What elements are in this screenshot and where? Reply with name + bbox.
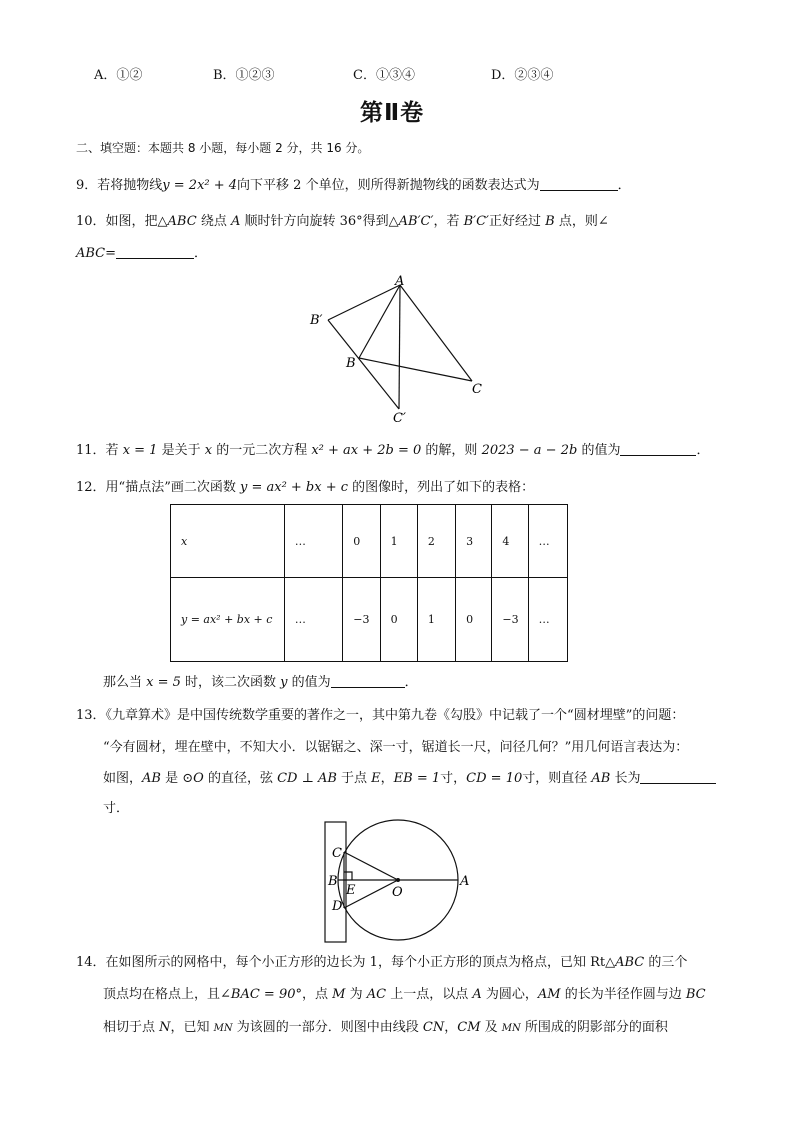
segment-ac1 [399,285,400,409]
text: 顺时针方向旋转 36°得到△ [240,214,399,229]
table-row-y [171,578,568,662]
text: 的值为 [577,443,621,458]
segment-ab1 [328,285,400,320]
table-cell: 0 [343,505,380,578]
text: 寸， [440,771,467,786]
question-number: 12． [76,480,106,495]
text: 的解，则 [421,443,482,458]
text: 所围成的阴影部分的面积 [520,1020,668,1035]
text: ， [380,771,394,786]
section-heading: 二、填空题：本题共 8 小题，每小题 2 分，共 16 分。 [76,141,370,155]
period: ． [194,246,208,261]
answer-blank[interactable] [640,769,716,784]
text: 于点 [336,771,372,786]
math: CM [457,1020,481,1035]
period: ． [404,675,418,690]
math: AC [366,987,387,1002]
table-cell: 0 [380,578,417,662]
math: BAC = 90° [230,987,302,1002]
math: y [280,675,288,690]
text: 是关于 [157,443,205,458]
text: ，点 [302,987,333,1002]
row-label: y = ax² + bx + c [171,578,285,662]
math: E [371,771,381,786]
text: 顶点均在格点上，且∠ [103,987,231,1002]
text: ， [444,1020,458,1035]
math: AM [537,987,561,1002]
section-title: 第Ⅱ卷 [360,100,425,126]
math: x = 1 [122,443,158,458]
question-number: 9． [76,178,98,193]
text: 正好经过 [489,214,546,229]
label-c: C [332,846,342,861]
option-c: C．①③④ [353,68,415,83]
question-9 [76,174,631,193]
text: 向下平移 2 个单位，则所得新抛物线的函数表达式为 [237,178,540,193]
math: O [193,771,204,786]
option-a: A．①② [94,68,143,83]
question-14-line3 [103,1016,668,1035]
table-cell: 1 [380,505,417,578]
text: 《九章算术》是中国传统数学重要的著作之一，其中第九卷《勾股》中记载了一个“圆材埋壁”的问题： [105,708,685,723]
math: x [204,443,213,458]
question-number: 10． [76,214,106,229]
answer-blank[interactable] [540,176,618,191]
center-point [396,878,400,882]
table-cell: −3 [492,578,528,662]
table-cell: −3 [343,578,380,662]
question-10-line2 [76,242,207,261]
text: 的直径，弦 [203,771,278,786]
math: B [545,214,555,229]
math: ABC [76,246,106,261]
text: 在如图所示的网格中，每个小正方形的边长为 1，每个小正方形的顶点为格点，已知 Rt△ [105,955,616,970]
text: 是 ⊙ [160,771,194,786]
label-b: B [346,356,356,371]
question-12-answer [103,671,418,690]
math: CD = 10 [466,771,523,786]
table-cell: 2 [417,505,455,578]
table-cell: 1 [417,578,455,662]
text: 若将抛物线 [97,178,163,193]
text: ，若 [433,214,464,229]
figure-rotation [300,268,500,428]
segment-bc [359,358,472,381]
answer-blank[interactable] [116,244,194,259]
answer-blank[interactable] [620,441,696,456]
arc-mn: MN [501,1023,521,1034]
math: AB [591,771,611,786]
question-number: 13． [76,708,106,723]
question-13-line2: “今有圆材，埋在壁中，不知大小．以锯锯之、深一寸，锯道长一尺，问径几何？”用几何语言表达为： [103,740,689,755]
question-12 [76,476,534,495]
question-number: 14． [76,955,106,970]
label-a: A [395,274,405,289]
math: N [159,1020,171,1035]
option-d: D．②③④ [491,68,554,83]
label-c-prime: C′ [393,411,406,426]
label-c: C [472,382,482,397]
text: 绕点 [196,214,231,229]
table-cell: … [284,578,342,662]
text: 为圆心， [481,987,538,1002]
table-cell: … [284,505,342,578]
question-13-line1 [76,704,684,723]
equals: = [105,246,117,261]
text: 为该圆的一部分．则图中由线段 [232,1020,423,1035]
label-b: B [328,874,338,889]
arc-mn: MN [213,1023,233,1034]
table-cell: … [528,578,567,662]
math: y = ax² + bx + c [239,480,349,495]
text: 及 [480,1020,502,1035]
table-cell: 3 [456,505,492,578]
label-e: E [346,883,356,898]
text: 长为 [610,771,641,786]
math: BC [685,987,706,1002]
math: CD ⊥ AB [277,771,337,786]
text: 上一点，以点 [386,987,473,1002]
value-table [170,504,568,662]
label-a: A [460,874,470,889]
figure-circle-wall [318,818,478,946]
label-o: O [392,885,403,900]
table-cell: … [528,505,567,578]
period: ． [696,443,710,458]
text: ，已知 [170,1020,214,1035]
math: AB′C′ [398,214,434,229]
text: 的值为 [287,675,331,690]
math: ABC [615,955,645,970]
math: 2023 − a − 2b [481,443,578,458]
right-angle-mark [344,872,352,880]
question-11 [76,439,709,458]
text: 寸，则直径 [522,771,592,786]
math: x = 5 [146,675,181,690]
math: B′C′ [463,214,489,229]
question-13-line3 [103,767,716,786]
question-13-line4: 寸． [103,801,130,816]
math: ABC [167,214,197,229]
text: 时，该二次函数 [180,675,281,690]
text: 点，则∠ [554,214,609,229]
table-cell: 0 [456,578,492,662]
text: 若 [105,443,123,458]
period: ． [617,178,631,193]
question-14-line1 [76,951,687,970]
math: x² + ax + 2b = 0 [311,443,422,458]
answer-blank[interactable] [331,673,405,688]
segment-ab [359,285,400,358]
row-label: x [171,505,285,578]
text: 那么当 [103,675,147,690]
text: 如图，把△ [105,214,168,229]
math: CN [422,1020,445,1035]
text: 的三个 [644,955,688,970]
option-b: B．①②③ [213,68,275,83]
text: 为 [345,987,367,1002]
math: AB [142,771,161,786]
text: 的长为半径作圆与边 [560,987,686,1002]
math: EB = 1 [393,771,441,786]
label-d: D [332,899,343,914]
text: 的一元二次方程 [212,443,312,458]
text: 的图像时，列出了如下的表格： [348,480,535,495]
math-expression: y = 2x² + 4 [162,178,238,193]
text: 用“描点法”画二次函数 [105,480,240,495]
text: 相切于点 [103,1020,160,1035]
math: M [332,987,346,1002]
table-cell: 4 [492,505,528,578]
question-10 [76,210,609,229]
table-row-x [171,505,568,578]
question-14-line2 [103,983,706,1002]
math: A [472,987,482,1002]
question-number: 11． [76,443,106,458]
label-b-prime: B′ [310,313,323,328]
math: A [230,214,241,229]
text: 如图， [103,771,143,786]
segment-ac [400,285,472,381]
